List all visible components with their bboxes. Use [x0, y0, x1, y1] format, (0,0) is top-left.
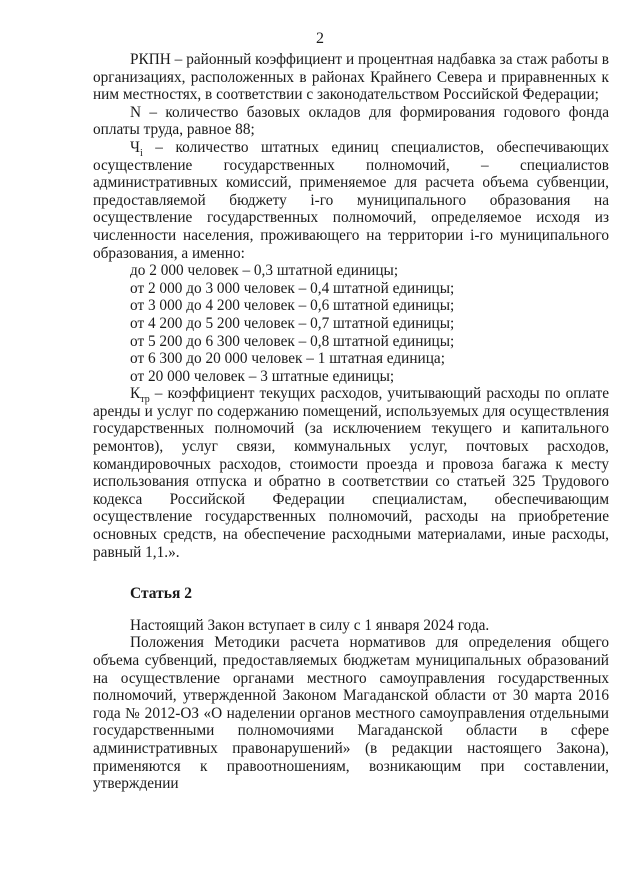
paragraph-ch [93, 139, 609, 262]
paragraph-effective-date: Настоящий Закон вступает в силу с 1 января 2024 года. [130, 616, 490, 634]
ch-definition: – количество штатных единиц специалистов, обеспечивающих осуществление государственных полномочий, – специалистов административных комиссий, применяемое для расчета объема субвенции, предоставляемой бюджету i-го муниципального образования на осуществление государственных полномочий, определяемое исходя из численности населения, проживающего на территории i-го муниципального образования, а именно: [93, 138, 609, 262]
ch-symbol: Ч [130, 138, 140, 156]
paragraph-ktr [93, 385, 609, 561]
staff-list-item: от 2 000 до 3 000 человек – 0,4 штатной единицы; [130, 279, 455, 297]
staff-list-item: от 6 300 до 20 000 человек – 1 штатная единица; [130, 350, 445, 368]
paragraph-n: N – количество базовых окладов для формирования годового фонда оплаты труда, равное 88; [93, 103, 609, 139]
article-heading: Статья 2 [130, 585, 192, 603]
staff-list-item: от 4 200 до 5 200 человек – 0,7 штатной единицы; [130, 314, 455, 332]
page-number: 2 [316, 30, 324, 47]
paragraph-rkpn: РКПН – районный коэффициент и процентная надбавка за стаж работы в организациях, расположенных в районах Крайнего Севера и приравненных к ним местностях, в соответствии с законодательством Российской Федерации; [93, 51, 609, 104]
staff-list [93, 262, 609, 385]
staff-list-item: до 2 000 человек – 0,3 штатной единицы; [130, 262, 399, 280]
ch-subscript: i [139, 148, 143, 160]
staff-list-item: от 3 000 до 4 200 человек – 0,6 штатной единицы; [130, 297, 455, 315]
document-body [93, 51, 609, 793]
staff-list-item: от 20 000 человек – 3 штатные единицы; [130, 367, 395, 385]
k-subscript: тр [140, 394, 150, 406]
k-definition: – коэффициент текущих расходов, учитывающий расходы по оплате аренды и услуг по содержанию помещений, используемых для осуществления государственных полномочий (за исключением текущего и капитального ремонтов), услуг связи, коммунальных услуг, почтовых расходов, командировочных расходов, стоимости проезда и провоза багажа к месту использования отпуска и обратно в соответствии со статьей 325 Трудового кодекса Российской Федерации специалистам, обеспечивающим осуществление государственных полномочий, расходы на приобретение основных средств, на обеспечение расходными материалами, иные расходы, равный 1,1.». [93, 385, 609, 561]
paragraph-provisions: Положения Методики расчета нормативов для определения общего объема субвенций, предоставляемых бюджетам муниципальных образований на осуществление органами местного самоуправления государственных полномочий, утвержденной Законом Магаданской области от 30 марта 2016 года № 2012-ОЗ «О наделении органов местного самоуправления отдельными государственными полномочиями Магаданской области в сфере административных правонарушений» (в редакции настоящего Закона), применяются к правоотношениям, возникающим при составлении, утверждении [93, 634, 609, 793]
k-symbol: К [130, 385, 141, 403]
staff-list-item: от 5 200 до 6 300 человек – 0,8 штатной единицы; [130, 332, 455, 350]
